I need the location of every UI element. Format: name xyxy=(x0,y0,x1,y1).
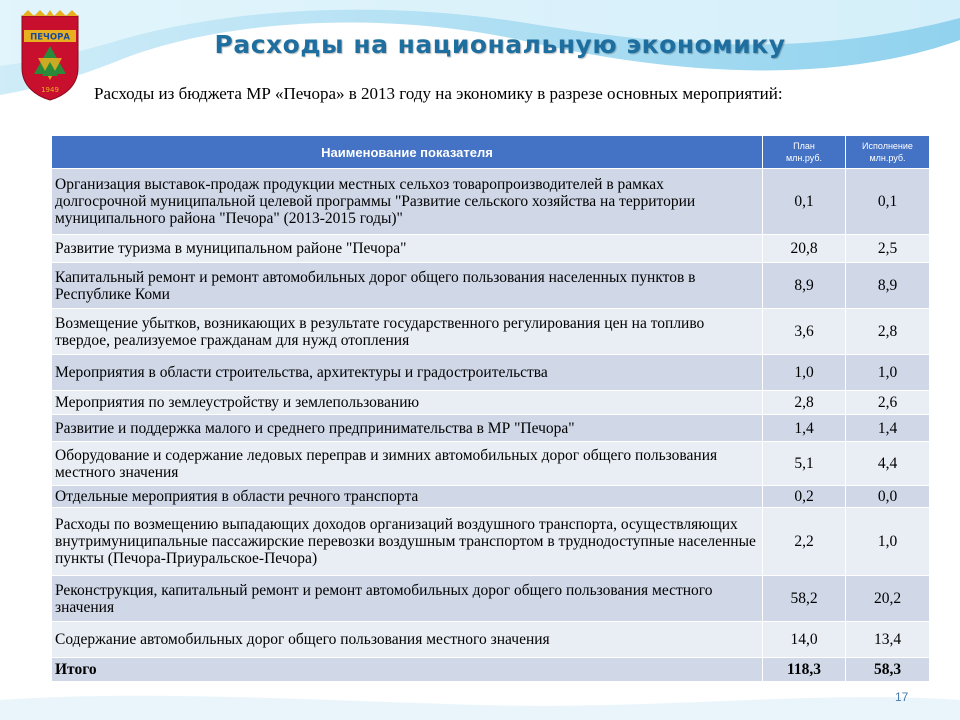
row-plan: 14,0 xyxy=(763,622,846,658)
row-plan: 1,4 xyxy=(763,415,846,442)
table-row xyxy=(52,235,930,263)
row-exec: 0,1 xyxy=(846,169,930,235)
expenses-table-container xyxy=(51,135,929,682)
row-exec: 1,4 xyxy=(846,415,930,442)
header-exec-line1: Исполнение xyxy=(862,141,913,151)
table-row xyxy=(52,508,930,576)
row-exec: 1,0 xyxy=(846,355,930,391)
header-exec-line2: млн.руб. xyxy=(869,153,906,163)
row-name: Реконструкция, капитальный ремонт и ремонт автомобильных дорог общего пользования местного значения xyxy=(52,576,763,622)
total-name: Итого xyxy=(52,658,763,682)
table-row xyxy=(52,622,930,658)
expenses-table xyxy=(51,135,930,682)
table-row xyxy=(52,355,930,391)
row-exec: 13,4 xyxy=(846,622,930,658)
slide-subtitle: Расходы из бюджета МР «Печора» в 2013 году на экономику в разрезе основных мероприятий: xyxy=(94,84,783,103)
total-exec: 58,3 xyxy=(846,658,930,682)
row-plan: 0,1 xyxy=(763,169,846,235)
page-number: 17 xyxy=(895,690,909,704)
row-name: Капитальный ремонт и ремонт автомобильных дорог общего пользования населенных пунктов в Республике Коми xyxy=(52,263,763,309)
row-name: Мероприятия в области строительства, архитектуры и градостроительства xyxy=(52,355,763,391)
table-row xyxy=(52,415,930,442)
row-exec: 0,0 xyxy=(846,486,930,508)
row-plan: 1,0 xyxy=(763,355,846,391)
row-name: Оборудование и содержание ледовых переправ и зимних автомобильных дорог общего пользования местного значения xyxy=(52,442,763,486)
row-exec: 4,4 xyxy=(846,442,930,486)
table-row xyxy=(52,576,930,622)
total-plan: 118,3 xyxy=(763,658,846,682)
table-row xyxy=(52,442,930,486)
row-name: Расходы по возмещению выпадающих доходов организаций воздушного транспорта, осуществляющих внутримуниципальные пассажирские перевозки воздушным транспортом в труднодоступные населенные пункты (Печора-Приуральское-Печора) xyxy=(52,508,763,576)
table-row xyxy=(52,391,930,415)
row-plan: 3,6 xyxy=(763,309,846,355)
row-exec: 2,6 xyxy=(846,391,930,415)
emblem-year: 1949 xyxy=(41,86,59,94)
row-plan: 2,2 xyxy=(763,508,846,576)
header-exec xyxy=(846,136,930,169)
table-row xyxy=(52,309,930,355)
row-name: Содержание автомобильных дорог общего пользования местного значения xyxy=(52,622,763,658)
row-exec: 1,0 xyxy=(846,508,930,576)
row-plan: 20,8 xyxy=(763,235,846,263)
header-plan-line2: млн.руб. xyxy=(785,153,823,163)
table-row xyxy=(52,169,930,235)
row-name: Отдельные мероприятия в области речного транспорта xyxy=(52,486,763,508)
row-plan: 8,9 xyxy=(763,263,846,309)
row-exec: 20,2 xyxy=(846,576,930,622)
row-exec: 8,9 xyxy=(846,263,930,309)
row-name: Развитие и поддержка малого и среднего предпринимательства в МР "Печора" xyxy=(52,415,763,442)
row-name: Организация выставок-продаж продукции местных сельхоз товаропроизводителей в рамках долгосрочной муниципальной целевой программы "Развитие сельского хозяйства на территории муниципального района "Печора" (2013-2015 годы)" xyxy=(52,169,763,235)
table-row xyxy=(52,263,930,309)
slide-title: Расходы на национальную экономику xyxy=(214,30,786,59)
row-exec: 2,5 xyxy=(846,235,930,263)
row-plan: 2,8 xyxy=(763,391,846,415)
row-name: Мероприятия по землеустройству и землепользованию xyxy=(52,391,763,415)
row-name: Возмещение убытков, возникающих в результате государственного регулирования цен на топливо твердое, реализуемое гражданам для нужд отопления xyxy=(52,309,763,355)
row-plan: 58,2 xyxy=(763,576,846,622)
row-exec: 2,8 xyxy=(846,309,930,355)
emblem-banner-text: ПЕЧОРА xyxy=(30,32,70,43)
row-plan: 0,2 xyxy=(763,486,846,508)
row-name: Развитие туризма в муниципальном районе "Печора" xyxy=(52,235,763,263)
table-total-row xyxy=(52,658,930,682)
header-plan-line1: План xyxy=(793,141,815,151)
table-row xyxy=(52,486,930,508)
header-name: Наименование показателя xyxy=(52,136,763,169)
row-plan: 5,1 xyxy=(763,442,846,486)
header-plan xyxy=(763,136,846,169)
table-header-row xyxy=(52,136,930,169)
